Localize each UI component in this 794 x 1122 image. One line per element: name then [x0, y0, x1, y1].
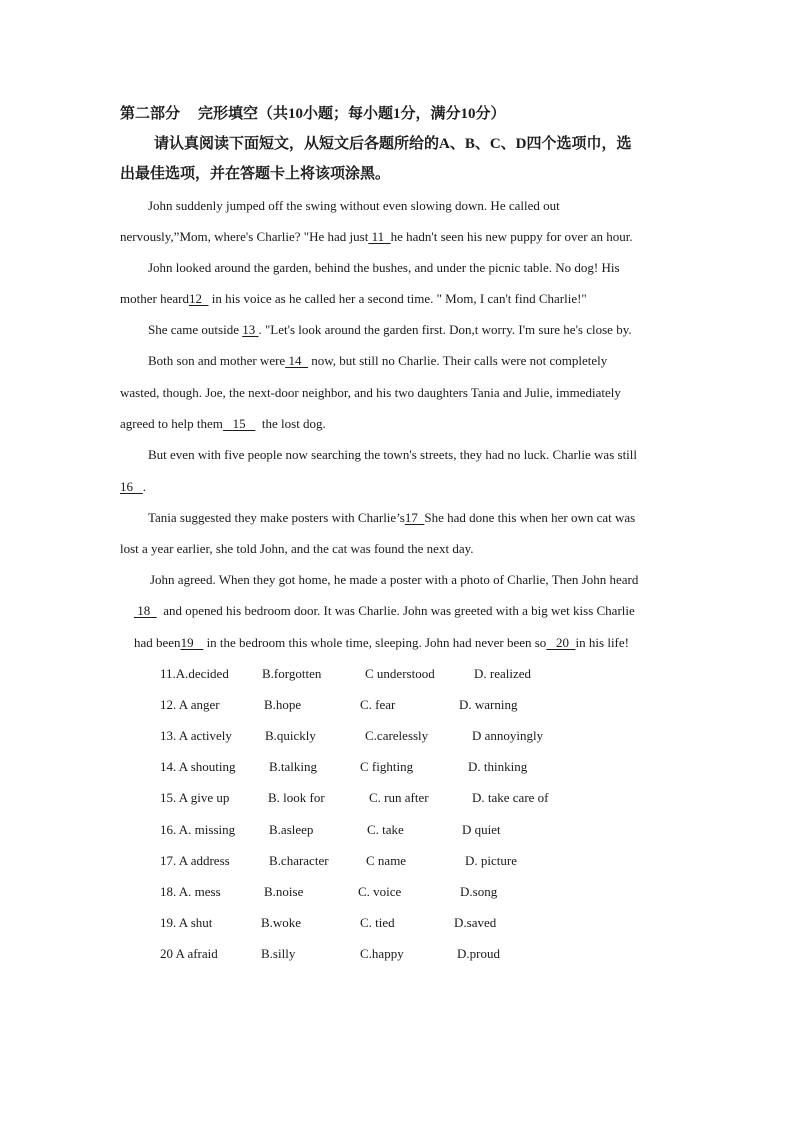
option-c: C understood [365, 666, 435, 681]
passage-text: in the bedroom this whole time, sleeping. John had never been so [206, 635, 547, 650]
option-c: C. tied [360, 915, 395, 930]
blank-12: 12 [188, 291, 202, 306]
passage-line [148, 321, 632, 339]
passage-line: John suddenly jumped off the swing without even slowing down. He called out [148, 198, 560, 213]
option-b: B.talking [269, 759, 318, 774]
option-d: D.saved [454, 915, 497, 930]
passage-text: the lost dog. [261, 416, 326, 431]
blank-11: 11 [371, 229, 385, 244]
passage-text: he hadn't seen his new puppy for over an hour. [390, 229, 633, 244]
blank-20: 20 [556, 635, 570, 650]
option-a: 16. A. missing [160, 822, 236, 837]
option-a: 19. A shut [160, 915, 213, 930]
passage-text: now, but still no Charlie. Their calls were not completely [311, 353, 608, 368]
passage-line [120, 228, 633, 246]
option-a: 18. A. mess [160, 884, 221, 899]
passage-line [120, 290, 587, 308]
blank-16: 16 [120, 479, 133, 494]
option-d: D. take care of [472, 790, 549, 805]
passage-line: wasted, though. Joe, the next-door neighbor, and his two daughters Tania and Julie, immediately [120, 385, 621, 400]
option-c: C. voice [358, 884, 402, 899]
option-a: 17. A address [160, 853, 230, 868]
passage-text: mother heard [120, 291, 189, 306]
section-title: 完形填空（共10小题；每小题1分，满分10分） [198, 106, 506, 122]
option-a: 11.A.decided [160, 666, 229, 681]
option-d: D. picture [465, 853, 517, 868]
passage-text: . [142, 479, 146, 494]
blank-15: 15 [232, 416, 246, 431]
option-b: B.noise [264, 884, 304, 899]
passage-text: had been [134, 635, 181, 650]
option-a: 20 A afraid [160, 946, 218, 961]
passage-line: John agreed. When they got home, he made a poster with a photo of Charlie, Then John heard [150, 572, 639, 587]
option-d: D annoyingly [472, 728, 544, 743]
option-d: D quiet [462, 822, 501, 837]
passage-line [134, 634, 629, 652]
passage-line: But even with five people now searching the town's streets, they had no luck. Charlie was still [148, 447, 638, 462]
option-d: D. thinking [468, 759, 528, 774]
option-b: B. look for [268, 790, 325, 805]
option-c: C.carelessly [365, 728, 429, 743]
option-b: B.hope [264, 697, 302, 712]
option-c: C fighting [360, 759, 414, 774]
passage-text: and opened his bedroom door. It was Charlie. John was greeted with a big wet kiss Charlie [163, 603, 635, 618]
passage-line [134, 602, 635, 620]
passage-text: in his voice as he called her a second time. " Mom, I can't find Charlie!" [211, 291, 587, 306]
blank-13: 13 [242, 322, 256, 337]
option-a: 14. A shouting [160, 759, 236, 774]
option-c: C. take [367, 822, 404, 837]
option-c: C. fear [360, 697, 396, 712]
passage-line: John looked around the garden, behind the bushes, and under the picnic table. No dog! His [148, 260, 620, 275]
blank-19: 19 [180, 635, 194, 650]
option-b: B.asleep [269, 822, 314, 837]
passage-text: agreed to help them [120, 416, 223, 431]
option-a: 15. A give up [160, 790, 230, 805]
option-a: 13. A actively [160, 728, 232, 743]
option-b: B.woke [261, 915, 302, 930]
option-c: C. run after [369, 790, 429, 805]
passage-text: She had done this when her own cat was [424, 510, 636, 525]
option-c: C name [366, 853, 407, 868]
option-b: B.forgotten [262, 666, 322, 681]
option-d: D.song [460, 884, 498, 899]
passage-text: in his life! [575, 635, 629, 650]
option-c: C.happy [360, 946, 404, 961]
section-heading [120, 104, 506, 124]
passage-line: lost a year earlier, she told John, and the cat was found the next day. [120, 541, 474, 556]
passage-line [148, 509, 635, 527]
blank-18: 18 [137, 603, 151, 618]
passage-text: nervously,”Mom, where's Charlie? "He had just [120, 229, 369, 244]
instructions-line-1: 请认真阅读下面短文，从短文后各题所给的A、B、C、D四个选项巾，选 [154, 136, 632, 152]
option-d: D. warning [459, 697, 518, 712]
blank-17: 17 [404, 510, 418, 525]
passage-text: . "Let's look around the garden first. Don,t worry. I'm sure he's close by. [258, 322, 632, 337]
section-part: 第二部分 [120, 106, 181, 122]
blank-14: 14 [288, 353, 302, 368]
passage-line [148, 352, 607, 370]
option-d: D. realized [474, 666, 532, 681]
passage-line [120, 478, 146, 496]
option-a: 12. A anger [160, 697, 220, 712]
option-b: B.silly [261, 946, 296, 961]
option-b: B.quickly [265, 728, 316, 743]
passage-text: She came outside [148, 322, 239, 337]
passage-text: Tania suggested they make posters with Charlie’s [148, 510, 405, 525]
passage-line [120, 415, 326, 433]
passage-text: Both son and mother were [148, 353, 286, 368]
instructions-line-2: 出最佳选项，并在答题卡上将该项涂黑。 [120, 166, 391, 182]
option-d: D.proud [457, 946, 500, 961]
option-b: B.character [269, 853, 329, 868]
